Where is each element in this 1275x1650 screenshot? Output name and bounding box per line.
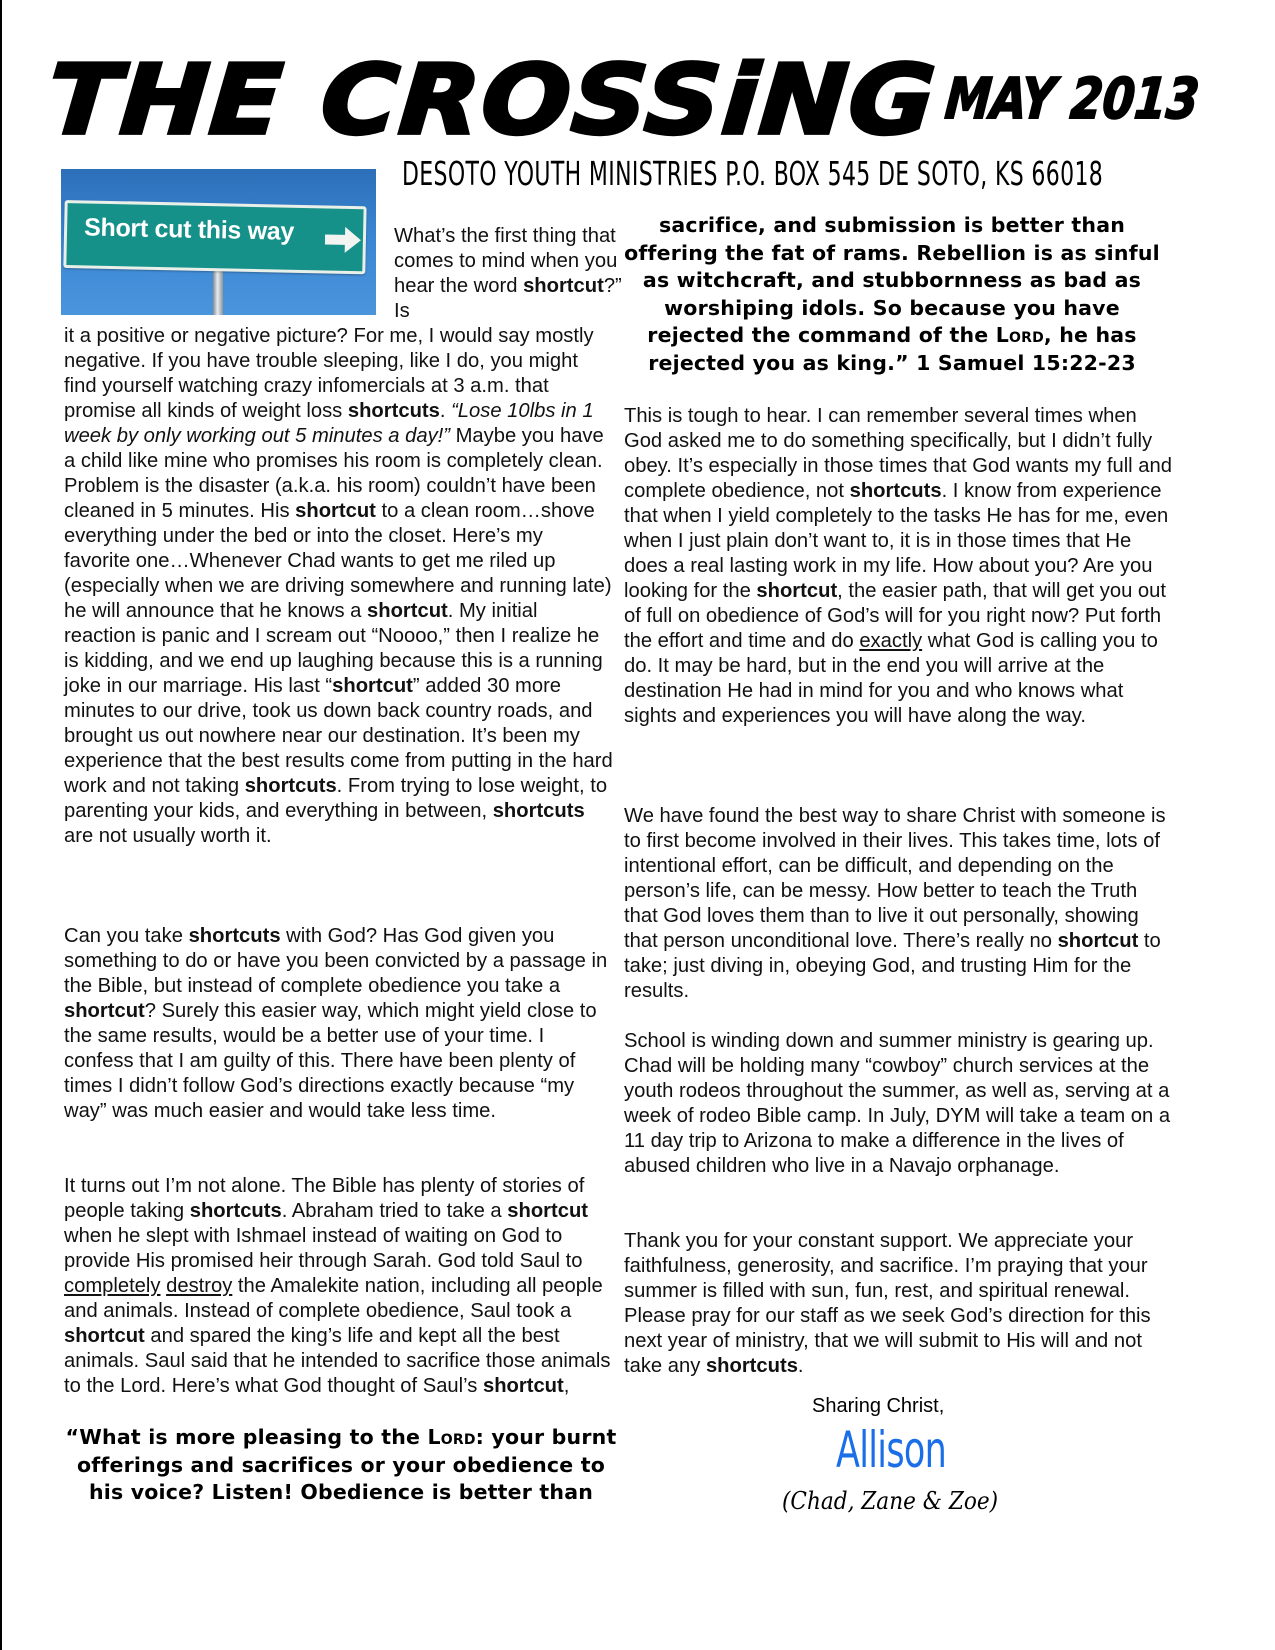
text: it a positive or negative picture? For me, I would say mostly negative. If you have trouble sleeping, like I do, you might find yourself watching crazy infomercials at 3 a.m. that promise all kinds of weight loss xyxy=(64,325,594,422)
scripture-quote-part-2 xyxy=(622,212,1162,377)
lord-small-caps: Lord xyxy=(427,1425,476,1449)
text: and spared the king’s life and kept all the best animals. Saul said that he intended to sacrifice those animals to the Lord. Here’s what God thought of Saul’s xyxy=(64,1325,611,1397)
keyword-shortcut: shortcut xyxy=(756,580,838,602)
infomercial-quote: “Lose 10lbs in 1 week by only working out 5 minutes a day!” xyxy=(64,400,594,447)
sign-text: Short cut this way xyxy=(83,213,295,246)
keyword-shortcut: shortcuts xyxy=(705,1355,798,1377)
text: . xyxy=(439,400,452,422)
text: We have found the best way to share Christ with someone is to first become involved in their lives. This takes time, lots of intentional effort, can be difficult, and depending on the person’s life, can be messy. How better to teach the Truth that God loves them than to live it out personally, showing that person unconditional love. There’s really no xyxy=(624,805,1166,952)
keyword-shortcut: shortcuts xyxy=(347,400,440,422)
keyword-shortcut: shortcut xyxy=(64,1325,145,1347)
keyword-shortcut: shortcuts xyxy=(492,800,585,822)
article-paragraph-3 xyxy=(64,1174,614,1399)
text: , he has rejected you as king.” 1 Samuel 15:22-23 xyxy=(648,323,1137,375)
family-names: (Chad, Zane & Zoe) xyxy=(782,1487,999,1515)
text: : your burnt offerings and sacrifices or your obedience to his voice? Listen! Obedience is better than xyxy=(76,1425,617,1504)
intro-text: What’s the first thing that comes to mind when you hear the word xyxy=(394,225,618,297)
page-left-border xyxy=(0,0,2,1650)
text: Thank you for your constant support. We appreciate your faithfulness, generosity, and sacrifice. I’m praying that your summer is filled with sun, fun, rest, and spiritual renewal. Please pray for our staff as we seek God’s direction for this next year of ministry, that we will submit to His will and not take any xyxy=(624,1230,1151,1377)
text: Can you take xyxy=(64,925,189,947)
keyword-shortcut: shortcut xyxy=(64,1000,145,1022)
underlined-word: destroy xyxy=(166,1275,233,1297)
text: . From trying to lose weight, to parenting your kids, and everything in between, xyxy=(64,775,608,822)
text: , the easier path, that will get you out of full on obedience of God’s will for you right now? Put forth the effort and time and do xyxy=(624,580,1166,652)
lord-small-caps: Lord xyxy=(995,323,1044,347)
text: with God? Has God given you something to do or have you been convicted by a passage in the Bible, but instead of complete obedience you take a xyxy=(64,925,608,997)
article-paragraph-1 xyxy=(64,324,614,849)
keyword-shortcut: shortcuts xyxy=(849,480,942,502)
article-paragraph-4 xyxy=(624,404,1174,729)
text: School is winding down and summer ministry is gearing up. Chad will be holding many “cowboy” church services at the youth rodeos throughout the summer, as well as, serving at a week of rodeo Bible camp. In July, DYM will take a team on a 11 day trip to Arizona to make a difference in the lives of abused children who live in a Navajo orphanage. xyxy=(624,1030,1171,1177)
closing-salutation: Sharing Christ, xyxy=(812,1395,945,1417)
text: . I know from experience that when I yield completely to the tasks He has for me, even when I just plain don’t want to, it is in those times that He does a real lasting work in my life. How about you? Are you looking for the xyxy=(624,480,1169,602)
ministry-address: DESOTO YOUTH MINISTRIES P.O. BOX 545 DE SOTO, KS 66018 xyxy=(402,154,1104,193)
text: . My initial reaction is panic and I scream out “Noooo,” then I realize he is kidding, and we end up laughing because this is a running joke in our marriage. His last “ xyxy=(64,600,603,697)
article-paragraph-7 xyxy=(624,1229,1174,1379)
keyword-shortcut: shortcut xyxy=(482,1375,564,1397)
article-intro xyxy=(394,224,634,324)
road-sign xyxy=(63,200,366,274)
text: to a clean room…shove everything under the bed or into the closet. Here’s my favorite one…Whenever Chad wants to get me riled up (especially when we are driving somewhere and running late) he will announce that he knows a xyxy=(64,500,612,622)
text: when he slept with Ishmael instead of waiting on God to provide His promised heir through Sarah. God told Saul to xyxy=(64,1225,583,1272)
text: “What is more pleasing to the xyxy=(65,1425,428,1449)
intro-text: ?” Is xyxy=(394,275,622,322)
underlined-word: exactly xyxy=(859,630,923,652)
issue-date: MAY 2013 xyxy=(942,67,1202,132)
text: . Abraham tried to take a xyxy=(281,1200,508,1222)
keyword-shortcut: shortcuts xyxy=(188,925,281,947)
keyword-shortcut: shortcut xyxy=(1057,930,1139,952)
article-paragraph-5 xyxy=(624,804,1174,1004)
sign-pole xyxy=(213,265,223,315)
text: sacrifice, and submission is better than offering the fat of rams. Rebellion is as sinful as witchcraft, and stubbornness as bad as worshiping idols. So because you have rejected the command of the xyxy=(624,213,1160,347)
scripture-quote-part-1 xyxy=(60,1424,622,1507)
text: This is tough to hear. I can remember several times when God asked me to do something specifically, but I didn’t fully obey. It’s especially in those times that God wants my full and complete obedience, not xyxy=(624,405,1172,502)
text: . xyxy=(797,1355,804,1377)
shortcut-sign-photo xyxy=(61,169,376,315)
keyword-shortcut: shortcut xyxy=(367,600,448,622)
text: what God is calling you to do. It may be hard, but in the end you will arrive at the destination He had in mind for you and who knows what sights and experiences you will have along the way. xyxy=(624,630,1158,727)
text: Maybe you have a child like mine who promises his room is completely clean. Problem is the disaster (a.k.a. his room) couldn’t have been cleaned in 5 minutes. His xyxy=(64,425,604,522)
text: the Amalekite nation, including all people and animals. Instead of complete obedience, Saul took a xyxy=(64,1275,603,1322)
text: are not usually worth it. xyxy=(64,825,272,847)
text: ? Surely this easier way, which might yield close to the same results, would be a better use of your time. I confess that I am guilty of this. There have been plenty of times I didn’t follow God’s directions exactly because “my way” was much easier and would take less time. xyxy=(64,1000,597,1122)
keyword-shortcut: shortcuts xyxy=(189,1200,282,1222)
keyword-shortcut: shortcuts xyxy=(244,775,337,797)
keyword-shortcut: shortcut xyxy=(523,275,604,297)
text: ” added 30 more minutes to our drive, took us down back country roads, and brought us out nowhere near our destination. It’s been my experience that the best results come from putting in the hard work and not taking xyxy=(64,675,613,797)
signature: Allison xyxy=(836,1421,947,1479)
keyword-shortcut: shortcut xyxy=(507,1200,589,1222)
article-paragraph-2 xyxy=(64,924,614,1124)
arrow-right-icon xyxy=(325,226,362,253)
article-paragraph-6 xyxy=(624,1029,1174,1179)
underlined-word: completely xyxy=(64,1275,161,1297)
text: , xyxy=(563,1375,570,1397)
newsletter-title: THE CROSSiNG xyxy=(44,43,941,156)
keyword-shortcut: shortcut xyxy=(332,675,413,697)
text: to take; just diving in, obeying God, and trusting Him for the results. xyxy=(624,930,1161,1002)
keyword-shortcut: shortcut xyxy=(295,500,376,522)
text: It turns out I’m not alone. The Bible has plenty of stories of people taking xyxy=(64,1175,585,1222)
